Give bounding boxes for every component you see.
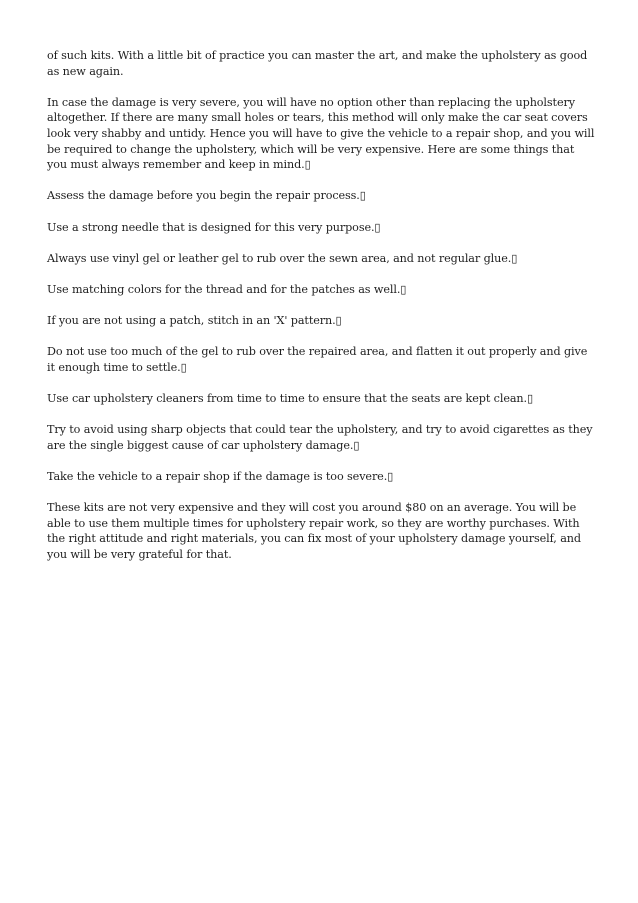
paragraph-severe-damage: In case the damage is very severe, you will have no option other than replacing the upholstery altogether. If there are many small holes or tears, this method will only make the car seat covers look very shabby and untidy. Hence you will have to give the vehicle to a repair shop, and you will be required to change the upholstery, which will be very expensive. Here are some things that you must always remember and keep in mind.▯ bbox=[47, 95, 595, 172]
tip-gel-amount: Do not use too much of the gel to rub over the repaired area, and flatten it out properly and give it enough time to settle.▯ bbox=[47, 345, 588, 374]
document-body bbox=[47, 48, 595, 578]
tip-x-pattern: If you are not using a patch, stitch in an 'X' pattern.▯ bbox=[47, 314, 342, 328]
tip-repair-shop: Take the vehicle to a repair shop if the damage is too severe.▯ bbox=[47, 470, 394, 484]
paragraph-conclusion: These kits are not very expensive and they will cost you around $80 on an average. You will be able to use them multiple times for upholstery repair work, so they are worthy purchases. With the right attitude and right materials, you can fix most of your upholstery damage yourself, and you will be very grateful for that. bbox=[47, 501, 581, 561]
tip-cleaners: Use car upholstery cleaners from time to time to ensure that the seats are kept clean.▯ bbox=[47, 392, 534, 406]
tip-assess-damage: Assess the damage before you begin the repair process.▯ bbox=[47, 189, 366, 203]
tip-matching-colors: Use matching colors for the thread and for the patches as well.▯ bbox=[47, 282, 407, 296]
paragraph-intro-continuation: of such kits. With a little bit of practice you can master the art, and make the upholstery as good as new again. bbox=[47, 49, 588, 78]
tip-vinyl-gel: Always use vinyl gel or leather gel to rub over the sewn area, and not regular glue.▯ bbox=[47, 251, 518, 265]
tip-strong-needle: Use a strong needle that is designed for this very purpose.▯ bbox=[47, 220, 381, 234]
tip-sharp-objects: Try to avoid using sharp objects that could tear the upholstery, and try to avoid cigarettes as they are the single biggest cause of car upholstery damage.▯ bbox=[47, 423, 593, 452]
